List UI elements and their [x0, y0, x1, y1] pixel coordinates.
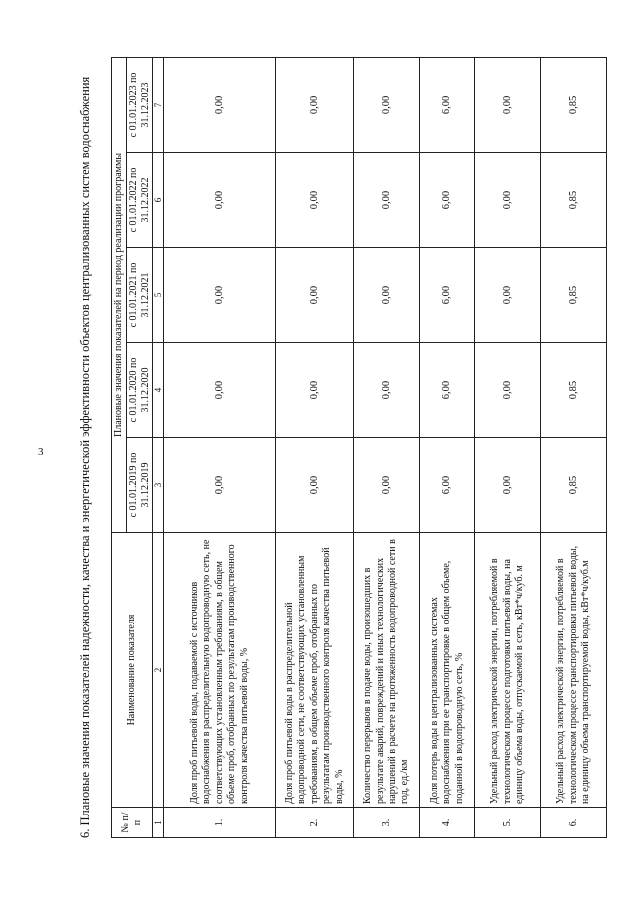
period-header: с 01.01.2022 по 31.12.2022: [127, 153, 153, 248]
period-header: с 01.01.2021 по 31.12.2021: [127, 248, 153, 343]
table-row: [541, 57, 607, 837]
column-number: 4: [153, 343, 164, 438]
row-number: 6.: [541, 808, 607, 838]
indicator-value: 6,00: [420, 153, 475, 248]
indicator-value: 6,00: [420, 57, 475, 152]
indicator-value: 0,85: [541, 343, 607, 438]
indicator-value: 0,00: [276, 343, 354, 438]
column-number-row: [153, 57, 164, 837]
indicator-value: 6,00: [420, 343, 475, 438]
column-number: 2: [153, 533, 164, 808]
header-row-group: [112, 57, 127, 837]
indicator-value: 0,00: [475, 343, 541, 438]
indicator-value: 0,00: [354, 248, 420, 343]
indicator-value: 0,00: [354, 57, 420, 152]
indicator-value: 6,00: [420, 438, 475, 533]
rotated-page-content: [79, 58, 619, 838]
indicator-value: 0,00: [164, 343, 276, 438]
column-number: 3: [153, 438, 164, 533]
indicator-value: 0,00: [354, 438, 420, 533]
period-header: с 01.01.2019 по 31.12.2019: [127, 438, 153, 533]
column-number: 1: [153, 808, 164, 838]
indicator-value: 0,00: [475, 57, 541, 152]
row-number: 1.: [164, 808, 276, 838]
page-number: 3: [38, 446, 44, 458]
indicator-name: Доля проб питьевой воды, подаваемой с источников водоснабжения в распределительную водопроводную сеть, не соответствующих установленным требованиям, в общем объеме проб, отобранных по результатам производственного контроля качества питьевой воды, %: [164, 533, 276, 808]
indicator-value: 0,00: [475, 248, 541, 343]
row-number: 5.: [475, 808, 541, 838]
indicator-value: 0,00: [164, 153, 276, 248]
indicator-value: 0,00: [164, 438, 276, 533]
row-number: 3.: [354, 808, 420, 838]
column-number: 5: [153, 248, 164, 343]
row-number: 2.: [276, 808, 354, 838]
indicator-value: 0,00: [276, 248, 354, 343]
indicator-value: 0,85: [541, 248, 607, 343]
indicator-name: Доля проб питьевой воды в распределительной водопроводной сети, не соответствующих установленным требованиям, в общем объеме проб, отобранных по результатам производственного контроля качества питьевой воды, %: [276, 533, 354, 808]
indicator-name: Удельный расход электрической энергии, потребляемой в технологическом процессе транспортировки питьевой воды, на единицу объема транспортируемой воды, кВт*ч/куб.м: [541, 533, 607, 808]
period-header: с 01.01.2020 по 31.12.2020: [127, 343, 153, 438]
indicator-value: 0,00: [276, 438, 354, 533]
indicator-value: 0,00: [276, 153, 354, 248]
indicator-value: 0,85: [541, 57, 607, 152]
indicator-value: 0,00: [354, 343, 420, 438]
section-title: 6. Плановые значения показателей надежности, качества и энергетической эффективности объектов централизованных систем водоснабжения: [78, 76, 92, 838]
table-row: [276, 57, 354, 837]
row-number: 4.: [420, 808, 475, 838]
table-row: [354, 57, 420, 837]
column-number: 6: [153, 153, 164, 248]
table-row: [164, 57, 276, 837]
indicator-value: 0,00: [276, 57, 354, 152]
header-group: Плановые значения показателей на период реализации программы: [112, 57, 127, 532]
indicators-table: [111, 57, 607, 838]
column-number: 7: [153, 57, 164, 152]
indicator-value: 0,00: [164, 248, 276, 343]
header-name: Наименование показателя: [112, 533, 153, 808]
indicator-name: Количество перерывов в подаче воды, произошедших в результате аварий, повреждений и иных технологических нарушений в расчете на протяженность водопроводной сети в год, ед./км: [354, 533, 420, 808]
table-row: [475, 57, 541, 837]
indicator-name: Удельный расход электрической энергии, потребляемой в технологическом процессе подготовки питьевой воды, на единицу объема воды, отпускаемой в сеть, кВт*ч/куб. м: [475, 533, 541, 808]
indicator-value: 0,00: [475, 438, 541, 533]
indicator-value: 6,00: [420, 248, 475, 343]
indicator-value: 0,85: [541, 438, 607, 533]
table-row: [420, 57, 475, 837]
period-header: с 01.01.2023 по 31.12.2023: [127, 57, 153, 152]
indicator-value: 0,85: [541, 153, 607, 248]
indicator-name: Доля потерь воды в централизованных системах водоснабжения при ее транспортировке в общем объеме, поданной в водопроводную сеть, %: [420, 533, 475, 808]
indicator-value: 0,00: [164, 57, 276, 152]
indicator-value: 0,00: [475, 153, 541, 248]
header-no: № п/п: [112, 808, 153, 838]
indicator-value: 0,00: [354, 153, 420, 248]
